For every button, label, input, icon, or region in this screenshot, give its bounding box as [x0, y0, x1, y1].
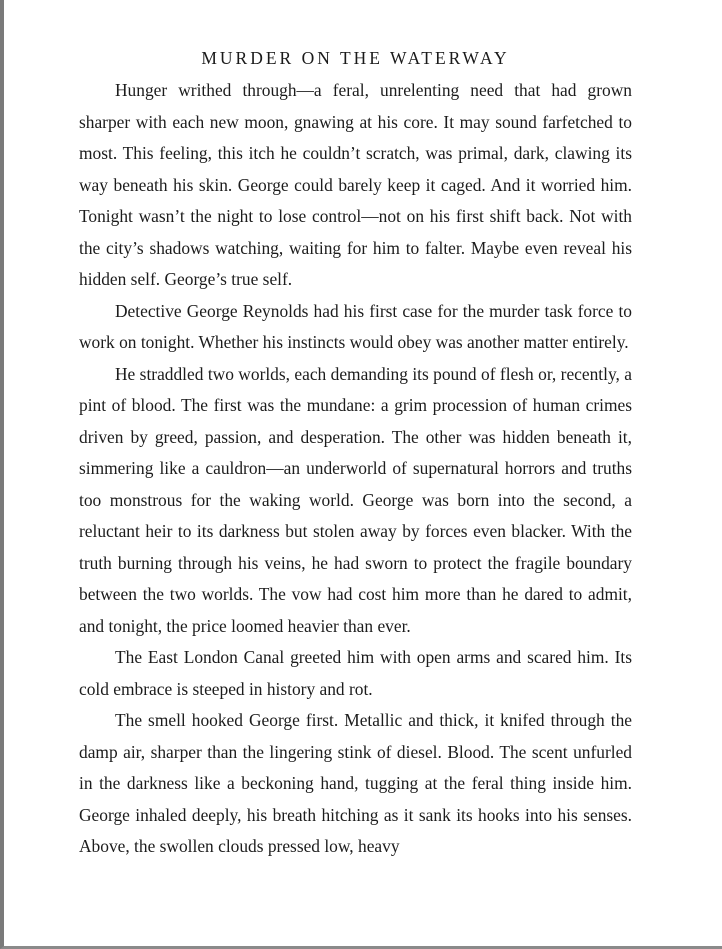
paragraph: The East London Canal greeted him with open arms and scared him. Its cold embrace is steeped in history and rot.	[79, 647, 632, 699]
paragraph: Detective George Reynolds had his first case for the murder task force to work on tonight. Whether his instincts would obey was another matter entirely.	[79, 300, 632, 352]
chapter-title: MURDER ON THE WATERWAY	[201, 48, 510, 68]
paragraph: He straddled two worlds, each demanding its pound of flesh or, recently, a pint of blood. The first was the mundane: a grim procession of human crimes driven by greed, passion, and desperation. The other was hidden beneath it, simmering like a cauldron—an underworld of supernatural horrors and truths too monstrous for the waking world. George was born into the second, a reluctant heir to its darkness but stolen away by forces even blacker. With the truth burning through his veins, he had sworn to protect the fragile boundary between the two worlds. The vow had cost him more than he dared to admit, and tonight, the price loomed heavier than ever.	[79, 363, 632, 636]
paragraph: The smell hooked George first. Metallic and thick, it knifed through the damp air, sharper than the lingering stink of diesel. Blood. The scent unfurled in the darkness like a beckoning hand, tugging at the feral thing inside him. George inhaled deeply, his breath hitching as it sank its hooks into his senses. Above, the swollen clouds pressed low, heavy	[79, 710, 632, 856]
paragraph: Hunger writhed through—a feral, unrelenting need that had grown sharper with each new moon, gnawing at his core. It may sound farfetched to most. This feeling, this itch he couldn’t scratch, was primal, dark, clawing its way beneath his skin. George could barely keep it caged. And it worried him. Tonight wasn’t the night to lose control—not on his first shift back. Not with the city’s shadows watching, waiting for him to falter. Maybe even reveal his hidden self. George’s true self.	[79, 80, 632, 289]
page-content	[79, 44, 632, 863]
